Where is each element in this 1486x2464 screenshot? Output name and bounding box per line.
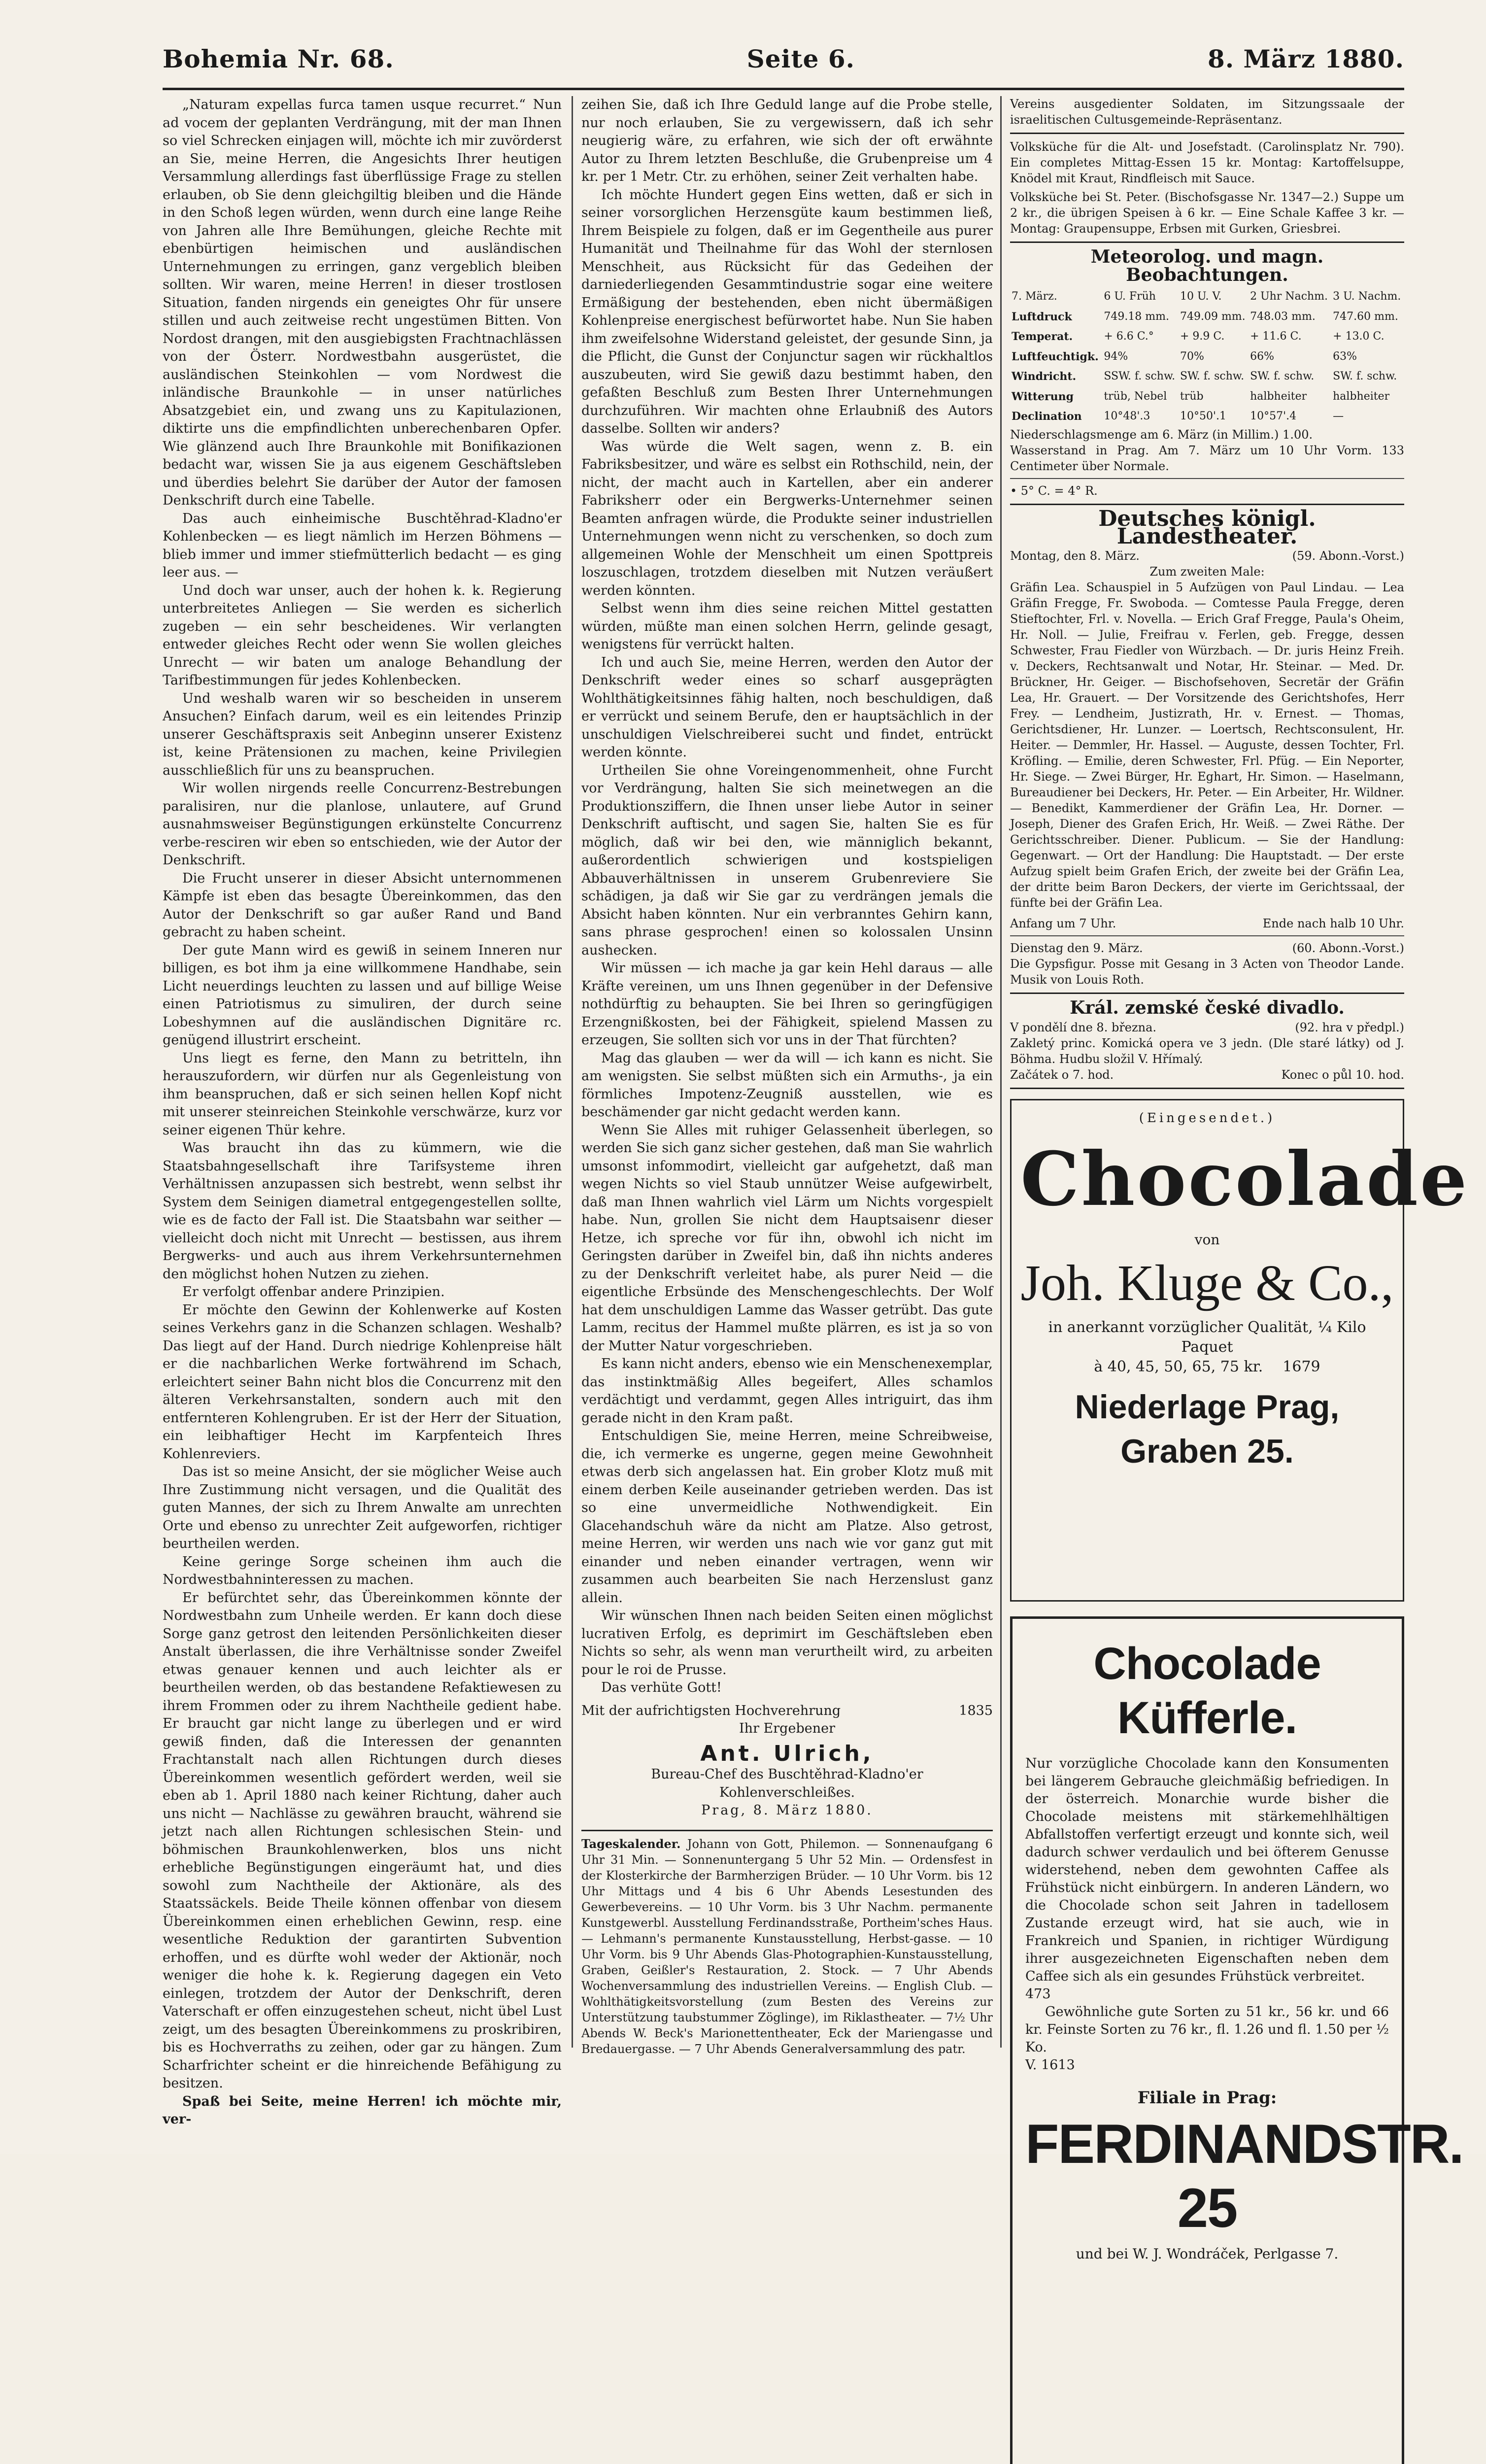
ad-kuefferle-foot: und bei W. J. Wondráček, Perlgasse 7. (1076, 2245, 1339, 2262)
meteo-cell: Windricht. (1012, 370, 1077, 383)
theater-czech-date-row (1010, 1020, 1404, 1035)
paragraph: Und doch war unser, auch der hohen k. k. Regierung unterbreitetes Anliegen — Sie werden es sicherlich zugeben — ein sehr bescheidenes. Wir verlangten entweder gleiches Recht oder wenn Sie wollen gleiches Unrecht — wir baten um analoge Behandlung der Tarifbestimmungen für jedes Kohlenbecken. (163, 582, 562, 688)
paragraph: „Naturam expellas furca tamen usque recurret.“ Nun ad vocem der geplanten Verdrängung, mit der man Ihnen so viel Schrecken einjagen will, möchte ich mir zuvörderst an Sie, meine Herren, die Angesichts Ihrer heutigen Versammlung allerdings fast überflüssige Frage zu stellen erlauben, ob Sie denn gleichgiltig bleiben und die Hände in den Schoß legen würden, wenn durch eine lange Reihe von Jahren alle Ihre Bemühungen, gleiche Rechte mit ebenbürtigen heimischen und ausländischen Unternehmungen zu erringen, ganz vergeblich bleiben sollten. Wir waren, meine Herren! in dieser trostlosen Situation, fanden nirgends ein geneigtes Ohr für unsere stillen und auch zeitweise recht ungestümen Bitten. Von Nordost drangen, mit den ausgiebigsten Frachtnachlässen von der Österr. Nordwestbahn ausgerüstet, die ausländischen Steinkohlen — vom Nordwest die inländische Braunkohle — in unser natürliches Absatzgebiet ein, und zwang uns zu Kapitulazionen, diktirte uns die empfindlichten unberechenbaren Opfer. Wie glänzend auch Ihre Braunkohle mit Bonifikazionen bedacht war, wissen Sie ja aus eigenem Geschäftsleben und überdies belehrt Sie darüber der Autor der famosen Denkschrift durch eine Tabelle. (163, 97, 562, 508)
header-publication: Bohemia Nr. 68. (163, 44, 394, 73)
paragraph: Wir wollen nirgends reelle Concurrenz-Bestrebungen paralisiren, nur die planlose, unlautere, auf Grund ausnahmsweiser Begünstigungen erkünstelte Concurrenz verbe-resciren wir eben so entschieden, wie der Autor der Denkschrift. (163, 781, 562, 868)
theater-german-end: Ende nach halb 10 Uhr. (1262, 916, 1404, 930)
meteo-row (1010, 367, 1404, 387)
theater-german-title: Deutsches königl. Landestheater. (1098, 506, 1316, 549)
meteo-cell: SW. f. schw. (1333, 370, 1397, 382)
meteo-cell: Luftdruck (1012, 310, 1072, 323)
theater-german-2-body: Die Gypsfigur. Posse mit Gesang in 3 Acten von Theodor Lande. Musik von Louis Roth. (1010, 957, 1404, 987)
meteo-cell: Temperat. (1012, 330, 1073, 343)
paragraph: Selbst wenn ihm dies seine reichen Mittel gestatten würden, müßte man einen solchen Herrn, gelinde gesagt, wenigstens für verrückt halten. (581, 601, 993, 652)
ad-kuefferle-title: Chocolade Küfferle. (1093, 1639, 1321, 1743)
paragraph: Das verhüte Gott! (601, 1680, 722, 1695)
ad-kuefferle (1010, 1616, 1463, 2464)
divider (1010, 935, 1404, 936)
meteo-cell: halbheiter (1333, 390, 1390, 403)
meteo-cell: SSW. f. schw. (1104, 370, 1176, 382)
meteo-cell: 748.03 mm. (1250, 310, 1316, 323)
daily-calendar (581, 1830, 993, 2057)
calendar-title: Tageskalender. (581, 1836, 681, 1851)
signature-title: Bureau-Chef des Buschtěhrad-Kladno'er Kohlenverschleißes. (651, 1767, 923, 1800)
notice-volkskueche-1: Volksküche für die Alt- und Josefstadt. (Carolinsplatz Nr. 790). Ein completes Mittag-Essen 15 kr. Montag: Kartoffelsuppe, Knödel mit Kraut, Rindfleisch mit Sauce. (1010, 140, 1404, 185)
ad-kluge-num: 1679 (1283, 1358, 1320, 1375)
paragraph: Er befürchtet sehr, das Übereinkommen könnte der Nordwestbahn zum Unheile werden. Er kann doch diese Sorge ganz getrost den leitenden Persönlichkeiten dieser Anstalt überlassen, die ihre Verhältnisse sonder Zweifel etwas genauer kennen und auch leichter als er beurtheilen werden, ob das bestandene Refaktiewesen zu ihrem Frommen oder zu ihrem Nachtheile gedient habe. Er braucht gar nicht lange zu überlegen und er wird gewiß finden, daß die Interessen der genannten Frachtanstalt nach allen Richtungen durch dieses Übereinkommen wesentlich gefördert werden, weil sie eben ab 1. April 1880 nach keiner Richtung, daher auch uns nicht — Nachlässe zu gewähren braucht, während sie jetzt nach allen Richtungen schlesischen Stein- und böhmischen Braunkohlenwerken, blos uns nicht erhebliche Begünstigungen eingeräumt hat, und dies sowohl zum Nachtheile der Aktionäre, als des Staatssäckels. Beide Theile können offenbar von diesem Übereinkommen einen erheblichen Gewinn, resp. eine wesentliche Reduktion der garantirten Subvention erhoffen, und es dürfte wohl weder der Aktionär, noch weniger die hohe k. k. Regierung dagegen ein Veto einlegen, trotzdem der Autor der Denkschrift, deren Vaterschaft er offen einzugestehen scheut, nicht übel Lust zeigt, um des besagten Übereinkommens zu proskribiren, bis es Hochverraths zu zeihen, oder gar zu hängen. Zum Scharfrichter scheint er die hinreichende Befähigung zu besitzen. (163, 1590, 562, 2091)
divider (1010, 992, 1404, 994)
theater-czech-body: Zakletý princ. Komická opera ve 3 jedn. (Dle staré látky) od J. Böhma. Hudbu složil V. Hřímalý. (1010, 1036, 1404, 1066)
ad-kluge-line1: in anerkannt vorzüglicher Qualität, ¼ Kilo Paquet (1048, 1319, 1366, 1356)
paragraph: Das ist so meine Ansicht, der sie möglicher Weise auch Ihre Zustimmung nicht versagen, und die Qualität des guten Mannes, der sich zu Ihrem Anwalte am unrechten Orte und ebenso zu unrechter Zeit aufgeworfen, richtiger beurtheilen werden. (163, 1464, 562, 1551)
page-header (163, 44, 1404, 84)
paragraph: Was braucht ihn das zu kümmern, wie die Staatsbahngesellschaft ihre Tarifsysteme ihren Verhältnissen anzupassen sich bestrebt, wenn selbst ihr System dem Seinigen diametral entgegengestellen sollte, wie es de facto der Fall ist. Die Staatsbahn war seither — vielleicht doch nicht mit Unrecht — bestissen, aus ihrem Bergwerks- und auch aus ihrem Verkehrsunternehmen den möglichst hohen Nutzen zu ziehen. (163, 1140, 562, 1282)
paragraph: Die Frucht unserer in dieser Absicht unternommenen Kämpfe ist eben das besagte Übereinkommen, das den Autor der Denkschrift so gar außer Rand und Band gebracht zu haben scheint. (163, 870, 562, 940)
paragraph: Wenn Sie Alles mit ruhiger Gelassenheit überlegen, so werden Sie sich ganz sicher gestehen, daß man Sie wahrlich umsonst infommodirt, vielleicht gar aufgehetzt, daß man wegen Nichts so viel Staub unnützer Weise aufgewirbelt, daß man Ihnen wahrlich viel Lärm um Nichts vorgespielt habe. Nun, grollen Sie nicht dem Hauptsaisenr dieser Hetze, ich spreche vor für ihn, obwohl ich nicht im Geringsten darüber in Zweifel bin, daß ihn nichts anderes zu der Denkschrift verleitet habe, als purer Neid — die eigentliche Erbsünde des Menschengeschlechts. Der Wolf hat dem unschuldigen Lamme das Wasser getrübt. Das gute Lamm, recitus der Hammel mußte plärren, es ist ja so von der Mutter Natur vorgeschrieben. (581, 1122, 993, 1354)
ad-kuefferle-num2: V. 1613 (1025, 2057, 1075, 2073)
meteo-row (1010, 407, 1404, 427)
theater-czech-date: V pondělí dne 8. března. (1010, 1021, 1157, 1034)
column-divider (1000, 96, 1002, 2048)
paragraph: Es kann nicht anders, ebenso wie ein Menschenexemplar, das instinktmäßig Alles begeifert, Alles schamlos verdächtigt und verdammt, gegen Alles intriguirt, das ihm gerade nicht in den Kram paßt. (581, 1356, 993, 1426)
column-1 (163, 96, 562, 2127)
closing-ergebener: Ihr Ergebener (739, 1721, 835, 1736)
paragraph: Wir müssen — ich mache ja gar kein Hehl daraus — alle Kräfte vereinen, um uns Ihnen gegenüber in der Defensive nothdürftig zu behaupten. Sie bei Ihren so geringfügigen Erzengnißkosten, bei der Fähigkeit, spielend Massen zu erzeugen, Sie sollten sich vor uns in der That fürchten? (581, 960, 993, 1048)
paragraph: Spaß bei Seite, meine Herren! ich möchte mir, ver- (163, 2093, 562, 2127)
column-3 (1010, 96, 1469, 2262)
signature-name: Ant. Ulrich, (700, 1741, 874, 1766)
ad-kuefferle-num1: 473 (1025, 1986, 1051, 2002)
ad-kluge-von: von (1194, 1231, 1220, 1248)
divider (1010, 1088, 1404, 1089)
meteo-cell: 749.09 mm. (1180, 310, 1246, 323)
ad-kluge-title: Chocolade (1020, 1135, 1469, 1223)
theater-czech-times (1010, 1067, 1404, 1083)
paragraph: Mag das glauben — wer da will — ich kann es nicht. Sie am wenigsten. Sie selbst müßten sich ein Armuths-, ja ein förmliches Impotenz-Zeugniß ausstellen, wie es beschämender gar nicht gedacht werden kann. (581, 1050, 993, 1120)
meteo-cell: + 11.6 C. (1250, 330, 1302, 342)
theater-czech-end: Konec o půl 10. hod. (1281, 1068, 1404, 1082)
meteo-cell: SW. f. schw. (1250, 370, 1315, 382)
theater-czech-abonn: (92. hra v předpl.) (1295, 1021, 1404, 1034)
theater-german-date-row (1010, 548, 1404, 564)
meteo-header-cell: 3 U. Nachm. (1333, 290, 1401, 303)
paragraph: Was würde die Welt sagen, wenn z. B. ein Fabriksbesitzer, und wäre es selbst ein Rothschild, nein, der nicht, der macht auch in Kartellen, aber ein anderer Fabriksherr oder ein Bergwerks-Unternehmer seinen Beamten anfragen würde, die Produkte seiner industriellen Unternehmungen wenn nicht zu verschenken, so doch zum allgemeinen Wohle der Menschheit um einen Spottpreis loszuschlagen, trotzdem dieselben mit Nutzen veräußert werden könnten. (581, 439, 993, 598)
header-page-number: Seite 6. (746, 44, 855, 73)
notice-veterans: Vereins ausgedienter Soldaten, im Sitzungssaale der israelitischen Cultusgemeinde-Repräsentanz. (1010, 97, 1404, 127)
closing-line: Mit der aufrichtigsten Hochverehrung (581, 1703, 841, 1718)
meteo-cell: 94% (1104, 350, 1128, 363)
theater-german-sub: Zum zweiten Male: (1149, 564, 1265, 579)
ad-kuefferle-filiale: Filiale in Prag: (1137, 2088, 1277, 2108)
paragraph: Und weshalb waren wir so bescheiden in unserem Ansuchen? Einfach darum, weil es ein leitendes Prinzip unserer Geschäftspraxis seit Anbeginn unserer Existenz ist, keine Prätensionen zu machen, keine Privilegien ausschließlich für uns zu beanspruchen. (163, 690, 562, 778)
theater-german-2-date: Dienstag den 9. März. (1010, 941, 1143, 955)
paragraph: Urtheilen Sie ohne Voreingenommenheit, ohne Furcht vor Verdrängung, halten Sie sich meinetwegen an die Produktionsziffern, die Ihnen unser liebe Autor in seiner Denkschrift auftischt, und sagen Sie, halten Sie es für möglich, daß wir bei den, wie männiglich bekannt, außerordentlich schwierigen und kostspieligen Abbauverhältnissen in unserem Grubenreviere Sie schädigen, ja daß wir Sie gar zu verdrängen jemals die Absicht haben könnten. Nur ein verbranntes Gehirn kann, sans phrase gesprochen! einen so kolossalen Unsinn aushecken. (581, 762, 993, 958)
meteo-cell: Witterung (1012, 390, 1074, 403)
meteo-table (1010, 287, 1404, 427)
ad-kluge-eingesendet: (Eingesendet.) (1139, 1111, 1276, 1126)
meteo-cell: 70% (1180, 350, 1204, 363)
paragraph: Ich möchte Hundert gegen Eins wetten, daß er sich in seiner vorsorglichen Herzensgüte kaum bestimmen ließ, Ihrem Beispiele zu folgen, daß er im Gegentheile aus purer Humanität und Theilnahme für das Wohl der sternlosen Menschheit, aus Rücksicht für das Gedeihen der darniederliegenden Gesammtindustrie sogar eine weitere Ermäßigung der bestehenden, eben nicht übermäßigen Kohlenpreise energischest befürwortet habe. Nun Sie haben ihm zweifelsohne Widerstand geleistet, der gesunde Sinn, ja die Pflicht, die Gunst der Conjunctur sagen wir rückhaltlos auszubeuten, wird Sie gewiß dazu bestimmt haben, den gefaßten Beschluß zum Besten Ihrer Unternehmungen durchzuführen. Wir machten ohne Erlaubniß des Autors dasselbe. Sollten wir anders? (581, 187, 993, 436)
ad-kuefferle-street: FERDINANDSTR. 25 (1025, 2113, 1463, 2239)
meteo-cell: trüb, Nebel (1104, 390, 1167, 403)
meteo-note: • 5° C. = 4° R. (1010, 483, 1098, 498)
meteo-cell: halbheiter (1250, 390, 1307, 403)
signature-place: Prag, 8. März 1880. (701, 1803, 873, 1818)
ad-kluge-price-row (1020, 1357, 1394, 1377)
divider (1010, 241, 1404, 243)
theater-german-abonn: (59. Abonn.-Vorst.) (1292, 548, 1404, 563)
header-date: 8. März 1880. (1207, 44, 1404, 73)
theater-german-2-abonn: (60. Abonn.-Vorst.) (1292, 941, 1404, 955)
closing-number: 1835 (959, 1703, 993, 1718)
meteo-header-cell: 2 Uhr Nachm. (1250, 290, 1328, 303)
theater-czech-title: Král. zemské české divadlo. (1070, 997, 1345, 1018)
column-2 (581, 96, 993, 2067)
meteo-cell: 749.18 mm. (1104, 310, 1170, 323)
closing-row (581, 1702, 993, 1720)
divider (1010, 478, 1404, 479)
paragraph: Uns liegt es ferne, den Mann zu betritteln, ihn herauszufordern, wir dürfen nur als Gegenleistung von ihm beanspruchen, daß er sich seinen hellen Kopf nicht mit unserer steinreichen Steinkohle verschwärze, kurz vor seiner eigenen Thür kehre. (163, 1050, 562, 1138)
paragraph: Keine geringe Sorge scheinen ihm auch die Nordwestbahninteressen zu machen. (163, 1554, 562, 1587)
meteo-header-row (1010, 287, 1404, 307)
meteo-cell: 10°48'.3 (1104, 410, 1150, 422)
paragraph: Er verfolgt offenbar andere Prinzipien. (182, 1284, 445, 1300)
ad-kluge-niederlage: Niederlage Prag, Graben 25. (1075, 1388, 1340, 1470)
ad-kuefferle-prices: Gewöhnliche gute Sorten zu 51 kr., 56 kr. und 66 kr. Feinste Sorten zu 76 kr., fl. 1.26 und fl. 1.50 per ½ Ko. (1025, 2004, 1389, 2055)
paragraph: Wir wünschen Ihnen nach beiden Seiten einen möglichst lucrativen Erfolg, es deprimirt im Geschäftsleben eben Nichts so sehr, als wenn man verurtheilt wird, zu arbeiten pour le roi de Prusse. (581, 1608, 993, 1677)
meteo-niederschlag: Niederschlagsmenge am 6. März (in Millim.) 1.00. (1010, 427, 1313, 442)
meteo-row (1010, 387, 1404, 407)
paragraph: Entschuldigen Sie, meine Herren, meine Schreibweise, die, ich vermerke es ungerne, gegen meine Gewohnheit etwas derb sich angelassen hat. Ein grober Klotz muß mit einem derben Keile auseinander getrieben werden. Das ist so eine unvermeidliche Nothwendigkeit. Ein Glacehandschuh wäre da nicht am Platze. Also getrost, meine Herren, wir werden uns nach wie vor ganz gut mit einander und neben einander vertragen, wenn wir zusammen auch bearbeiten Sie nach Herzenslust ganz allein. (581, 1428, 993, 1606)
meteo-header-cell: 7. März. (1012, 290, 1057, 303)
meteo-cell: — (1333, 410, 1344, 422)
letter-signature (581, 1702, 993, 1820)
meteo-cell: 66% (1250, 350, 1275, 363)
theater-german-start: Anfang um 7 Uhr. (1010, 916, 1116, 930)
ad-kluge-line2: à 40, 45, 50, 65, 75 kr. (1094, 1358, 1263, 1375)
meteo-cell: Declination (1012, 410, 1082, 423)
theater-german-times (1010, 916, 1404, 931)
meteo-cell: + 6.6 C.° (1104, 330, 1154, 342)
paragraph: zeihen Sie, daß ich Ihre Geduld lange auf die Probe stelle, nur noch erlauben, Sie zu vergewissern, daß ich sehr neugierig wäre, zu erfahren, wie sich der oft erwähnte Autor zu Ihrem letzten Beschluße, die Grubenpreise um 4 kr. per 1 Metr. Ctr. zu erhöhen, seiner Zeit verhalten habe. (581, 97, 993, 184)
meteo-cell: Luftfeuchtigk. (1012, 350, 1099, 363)
meteo-cell: 63% (1333, 350, 1357, 363)
meteo-cell: SW. f. schw. (1180, 370, 1245, 382)
ad-kluge-firm: Joh. Kluge & Co., (1020, 1255, 1394, 1311)
meteo-row (1010, 307, 1404, 327)
meteo-cell: trüb (1180, 390, 1204, 403)
theater-german-2-date-row (1010, 940, 1404, 956)
column-divider (572, 96, 573, 2048)
paragraph: Das auch einheimische Buschtěhrad-Kladno'er Kohlenbecken — es liegt nämlich im Herzen Böhmens — blieb immer und immer stiefmütterlich bedacht — es ging leer aus. — (163, 511, 562, 580)
ad-kuefferle-body: Nur vorzügliche Chocolade kann den Konsumenten bei längerem Gebrauche gleichmäßig befriedigen. In der österreich. Monarchie wurde bisher die Chocolade meistens mit stärkemehlhältigen Abfallstoffen verfertigt erzeugt und konnte sich, weil dadurch schwer verdaulich und bei öfterem Genusse widerstehend, neben dem gewohnten Caffee als Frühstück nicht einbürgern. In anderen Ländern, wo die Chocolade schon seit Jahren in tadellosem Zustande erzeugt wird, hat sie auch, wie in Frankreich und Spanien, in richtiger Würdigung ihrer ausgezeichneten Eigenschaften neben dem Caffee sich als ein gesundes Frühstück verbreitet. (1025, 1756, 1389, 1984)
paragraph: Er möchte den Gewinn der Kohlenwerke auf Kosten seines Verkehrs ganz in die Schanzen schlagen. Weshalb? Das liegt auf der Hand. Durch niedrige Kohlenpreise hält er die nachbarlichen Werke fortwährend im Schach, erleichtert seiner Bahn nicht blos die Concurrenz mit den älteren Verkehrsanstalten, sondern auch mit den entfernteren Kohlengruben. Er ist der Herr der Situation, ein leibhaftiger Hecht im Karpfenteich Ihres Kohlenreviers. (163, 1302, 562, 1462)
theater-czech-start: Začátek o 7. hod. (1010, 1068, 1114, 1082)
meteo-cell: + 9.9 C. (1180, 330, 1225, 342)
paragraph: Ich und auch Sie, meine Herren, werden den Autor der Denkschrift weder eines so scharf ausgeprägten Wohlthätigkeitsinnes fähig halten, noch beschuldigen, daß er verrückt und seinem Berufe, den er hauptsächlich in der unschuldigen Vielschreiberei sucht und findet, entrückt werden könnte. (581, 654, 993, 760)
meteo-cell: + 13.0 C. (1333, 330, 1385, 342)
meteo-title: Meteorolog. und magn. Beobachtungen. (1090, 246, 1324, 285)
meteo-cell: 747.60 mm. (1333, 310, 1398, 323)
meteo-header-cell: 6 U. Früh (1104, 290, 1156, 303)
meteo-cell: 10°57'.4 (1250, 410, 1297, 422)
notice-volkskueche-2: Volksküche bei St. Peter. (Bischofsgasse Nr. 1347—2.) Suppe um 2 kr., die übrigen Speisen à 6 kr. — Eine Schale Kaffee 3 kr. — Montag: Graupensuppe, Erbsen mit Gurken, Griesbrei. (1010, 190, 1404, 236)
divider (1010, 504, 1404, 505)
meteo-cell: 10°50'.1 (1180, 410, 1226, 422)
meteo-row (1010, 327, 1404, 347)
meteo-row (1010, 347, 1404, 367)
paragraph: Der gute Mann wird es gewiß in seinem Inneren nur billigen, es bot ihm ja eine willkommene Handhabe, sein Licht neuerdings leuchten zu lassen und auf billige Weise einen Patriotismus zu simuliren, der durch seine Lobeshymnen auf die ausländischen Dignitäre rc. genügend illustrirt erscheint. (163, 942, 562, 1048)
divider (1010, 133, 1404, 134)
meteo-header-cell: 10 U. V. (1180, 290, 1222, 303)
theater-german-date: Montag, den 8. März. (1010, 548, 1140, 563)
header-rule (163, 88, 1404, 90)
theater-german-body: Gräfin Lea. Schauspiel in 5 Aufzügen von Paul Lindau. — Lea Gräfin Fregge, Fr. Swoboda. — Comtesse Paula Fregge, deren Stieftochter, Frl. v. Novella. — Erich Graf Fregge, Paula's Oheim, Hr. Noll. — Julie, Freifrau v. Ferlen, geb. Fregge, dessen Schwester, Frau Fiedler von Würzbach. — Dr. juris Heinz Freih. v. Deckers, Rechtsanwalt und Notar, Hr. Steinar. — Med. Dr. Brückner, Hr. Geiger. — Bischofsehoven, Secretär der Gräfin Lea, Hr. Grauert. — Der Vorsitzende des Gerichtshofes, Herr Frey. — Lendheim, Justizrath, Hr. v. Ernest. — Thomas, Gerichtsdiener, Hr. Lunzer. — Loertsch, Rechtsconsulent, Hr. Heiter. — Demmler, Hr. Hassel. — Auguste, dessen Tochter, Frl. Kröfling. — Emilie, deren Schwester, Frl. Pfüg. — Ein Neporter, Hr. Siege. — Zwei Bürger, Hr. Eghart, Hr. Simon. — Haselmann, Bureaudiener bei Deckers, Hr. Peter. — Ein Arbeiter, Hr. Wildner. — Benedikt, Kammerdiener der Gräfin Lea, Hr. Dorner. — Joseph, Diener des Grafen Erich, Hr. Weiß. — Zwei Räthe. Der Gerichtsschreiber. Diener. Publicum. — Sie der Handlung: Gegenwart. — Ort der Handlung: Die Hauptstadt. — Der erste Aufzug spielt beim Grafen Erich, der zweite bei der Gräfin Lea, der dritte beim Baron Deckers, der vierte im Gerichtssaal, der fünfte bei der Gräfin Lea. (1010, 580, 1404, 910)
calendar-text: Johann von Gott, Philemon. — Sonnenaufgang 6 Uhr 31 Min. — Sonnenuntergang 5 Uhr 52 Min. — Ordensfest in der Klosterkirche der Barmherzigen Brüder. — 10 Uhr Vorm. bis 12 Uhr Mittags und 4 bis 6 Uhr Abends Lesestunden des Gewerbevereins. — 10 Uhr Vorm. bis 3 Uhr Nachm. permanente Kunstgewerbl. Ausstellung Ferdinandsstraße, Portheim'sches Haus. — Lehmann's permanente Kunstausstellung, Herbst-gasse. — 10 Uhr Vorm. bis 9 Uhr Abends Glas-Photographien-Kunstausstellung, Graben, Geißler's Restauration, 2. Stock. — 7 Uhr Abends Wochenversammlung des industriellen Vereins. — English Club. — Wohlthätigkeitsvorstellung (zum Besten des Vereins zur Unterstützung taubstummer Zöglinge), im Riklastheater. — 7½ Uhr Abends W. Beck's Marionettentheater, Eck der Mariengasse und Bredauergasse. — 7 Uhr Abends Generalversammlung des patr. (581, 1837, 993, 2056)
meteo-wasserstand: Wasserstand in Prag. Am 7. März um 10 Uhr Vorm. 133 Centimeter über Normale. (1010, 443, 1404, 473)
ad-kluge (1010, 1099, 1469, 1602)
